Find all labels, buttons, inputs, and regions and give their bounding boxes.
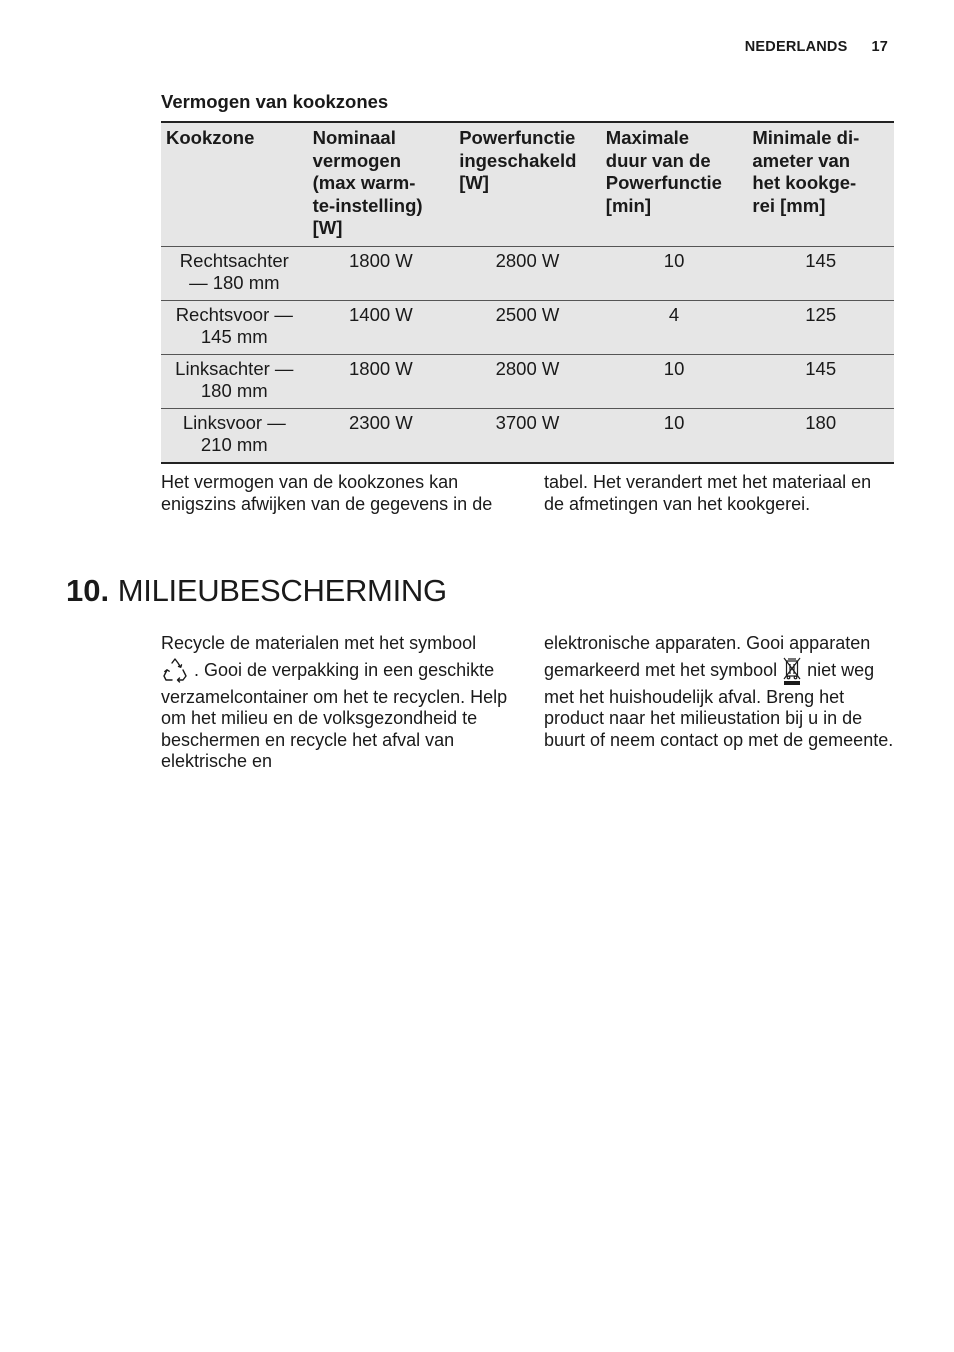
column-header-line: rei [mm] <box>752 194 826 216</box>
zone-cell-line: 180 mm <box>200 380 268 401</box>
paragraph-text: niet weg <box>807 659 875 680</box>
zone-cell-line: 210 mm <box>200 434 268 455</box>
note-left: Het vermogen van de kookzones kan enigszins afwijken van de gegevens in de <box>161 472 493 514</box>
column-header-line: [W] <box>312 217 343 238</box>
paragraph-line-with-icon <box>161 655 511 686</box>
column-header-line: Nominaal <box>312 127 396 148</box>
table-row <box>161 246 894 300</box>
value-cell: 180 <box>805 411 837 433</box>
value-cell: 1400 W <box>308 300 455 354</box>
paragraph-line-with-icon <box>544 655 896 686</box>
column-header-line: te-instelling) <box>312 194 423 216</box>
value-cell: 125 <box>747 300 894 354</box>
section-number: 10. <box>66 573 110 608</box>
value-cell: 1800 W <box>308 354 455 408</box>
column-header <box>161 122 308 246</box>
column-header <box>747 122 894 246</box>
column-header-line: vermogen <box>312 149 402 171</box>
table-body <box>161 246 894 463</box>
page-number: 17 <box>871 39 888 55</box>
value-cell: 4 <box>601 300 748 354</box>
value-cell: 2800 W <box>454 354 601 408</box>
section-title: MILIEUBESCHERMING <box>117 573 447 608</box>
table-row <box>161 354 894 408</box>
note-right: tabel. Het verandert met het materiaal en de afmetingen van het kookgerei. <box>544 472 872 514</box>
column-header-line: ameter van <box>752 149 851 171</box>
value-cell: 2500 W <box>454 300 601 354</box>
table-row <box>161 408 894 463</box>
zone-cell-line: Rechtsvoor — <box>175 303 293 325</box>
zone-cell-line: — 180 mm <box>189 272 280 293</box>
zone-cell <box>161 300 308 354</box>
column-header-line: Kookzone <box>166 127 255 148</box>
column-header-line: (max warm- <box>312 172 416 193</box>
column-header-line: duur van de <box>605 149 711 171</box>
column-header-line: Maximale <box>605 127 690 148</box>
column-header <box>454 122 601 246</box>
value-cell: 3700 W <box>495 411 560 433</box>
power-table <box>161 121 894 464</box>
paragraph-line: elektronische apparaten. Gooi apparaten <box>544 633 871 653</box>
table-row <box>161 300 894 354</box>
paragraph-text: . Gooi de verpakking in een geschikte <box>194 659 495 680</box>
column-header-line: ingeschakeld <box>459 149 577 171</box>
value-cell: 145 <box>747 246 894 300</box>
zone-cell-line: Linksachter — <box>175 357 294 379</box>
column-header <box>601 122 748 246</box>
column-header-line: Powerfunctie <box>605 172 722 193</box>
header-language: NEDERLANDS <box>744 39 848 55</box>
column-header-line: [min] <box>605 194 651 216</box>
paragraph-text: gemarkeerd met het symbool <box>544 659 778 680</box>
section-text-right <box>544 633 896 751</box>
zone-cell <box>161 408 308 463</box>
zone-cell <box>161 354 308 408</box>
page-header <box>745 39 888 55</box>
table-header-row <box>161 122 894 246</box>
recycle-icon <box>161 657 189 685</box>
column-header-line: Powerfunctie <box>459 127 576 148</box>
value-cell: 2300 W <box>349 411 413 433</box>
crossed-bin-icon <box>782 656 802 686</box>
column-header-line: [W] <box>459 172 489 193</box>
paragraph-text: met het huishoudelijk afval. Breng het product naar het milieustation bij u in de buurt of neem contact op met de gemeente. <box>544 686 894 750</box>
section-text-left <box>161 633 511 773</box>
column-header <box>308 122 455 246</box>
column-header-line: het kookge- <box>752 172 857 193</box>
value-cell: 145 <box>747 354 894 408</box>
zone-cell-line: 145 mm <box>200 326 268 347</box>
column-header-line: Minimale di- <box>752 127 860 148</box>
zone-cell-line: Rechtsachter <box>179 249 289 271</box>
zone-cell-line: Linksvoor — <box>182 411 286 433</box>
value-cell: 10 <box>601 354 748 408</box>
value-cell: 2800 W <box>454 246 601 300</box>
paragraph-line: Recycle de materialen met het symbool <box>161 633 477 653</box>
paragraph-text: verzamelcontainer om het te recyclen. Help om het milieu en de volksgezondheid te beschermen en recycle het afval van elektrische en <box>161 686 508 771</box>
value-cell: 10 <box>601 246 748 300</box>
section-heading <box>66 573 447 609</box>
table-title: Vermogen van kookzones <box>161 91 389 112</box>
value-cell: 10 <box>663 411 685 433</box>
value-cell: 1800 W <box>308 246 455 300</box>
zone-cell <box>161 246 308 300</box>
